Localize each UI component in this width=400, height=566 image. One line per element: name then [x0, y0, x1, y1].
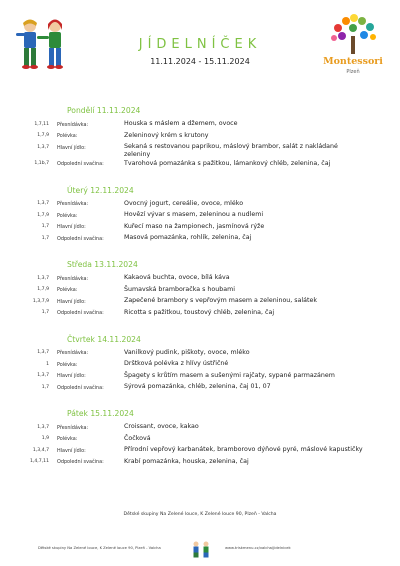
- meal-row: [0, 383, 400, 393]
- allergen-codes: 1,3,7,9: [32, 298, 49, 304]
- children-icon: [190, 540, 212, 558]
- meal-label: Přesnídávka:: [57, 275, 89, 282]
- meal-description: Kakaová buchta, ovoce, bílá káva: [124, 274, 230, 282]
- meal-description: Kuřecí maso na žampionech, jasmínová rýže: [124, 222, 265, 230]
- meal-description: Špagety s krůtím masem a sušenými rajčaty, sypané parmazánem: [124, 371, 335, 379]
- meal-description: Šumavská bramboračka s houbami: [124, 285, 235, 293]
- allergen-codes: 1,3,7: [37, 201, 49, 207]
- allergen-codes: 1,3,7: [37, 275, 49, 281]
- meal-description: Vanilkový pudink, piškoty, ovoce, mléko: [124, 348, 250, 356]
- meal-description: Croissant, ovoce, kakao: [124, 423, 199, 431]
- meal-label: Hlavní jídlo:: [57, 447, 86, 454]
- meal-label: Přesnídávka:: [57, 121, 89, 128]
- allergen-codes: 1,7: [41, 384, 49, 390]
- meal-row: [0, 286, 400, 296]
- allergen-codes: 1,7: [41, 310, 49, 316]
- meal-row: [0, 234, 400, 244]
- day-section: [0, 186, 400, 245]
- meal-label: Hlavní jídlo:: [57, 144, 86, 151]
- meal-row: [0, 223, 400, 233]
- allergen-codes: 1,7: [41, 224, 49, 230]
- meal-row: [0, 372, 400, 382]
- meal-label: Polévka:: [57, 287, 78, 294]
- allergen-codes: 1,9: [41, 436, 49, 442]
- meal-row: [0, 132, 400, 142]
- allergen-codes: 1,3,7: [37, 350, 49, 356]
- page-header: [0, 0, 400, 90]
- meal-description: Krabí pomazánka, houska, zelenina, čaj: [124, 457, 249, 465]
- meal-row: [0, 446, 400, 456]
- meal-description: Sýrová pomazánka, chléb, zelenina, čaj 01, 07: [124, 383, 271, 391]
- meal-label: Polévka:: [57, 212, 78, 219]
- allergen-codes: 1,3,4,7: [32, 447, 49, 453]
- allergen-codes: 1,7,11: [34, 121, 49, 127]
- bottom-bar: [0, 540, 400, 560]
- meal-description: Ricotta s pažitkou, toustový chléb, zelenina, čaj: [124, 308, 275, 316]
- meal-label: Přesnídávka:: [57, 350, 89, 357]
- day-section: [0, 335, 400, 394]
- meal-description: Zeleninový krém s krutony: [124, 131, 209, 139]
- meal-label: Polévka:: [57, 436, 78, 443]
- logo-city: Plzeň: [346, 69, 360, 75]
- menu-date-range: 11.11.2024 - 15.11.2024: [150, 57, 250, 66]
- meal-description: Masová pomazánka, rohlík, zelenina, čaj: [124, 234, 252, 242]
- meal-description: Přírodní vepřový karbanátek, bramborovo dýňové pyré, máslové kapustičky: [124, 446, 363, 454]
- menu-days: [0, 106, 400, 484]
- footer-address: Dětské skupiny Na Zelené louce, K Zelené louce 90, Plzeň - Valcha: [123, 512, 277, 517]
- meal-row: [0, 143, 400, 158]
- day-title: Pátek 15.11.2024: [67, 409, 134, 419]
- meal-label: Odpolední svačina:: [57, 459, 104, 466]
- meal-row: [0, 458, 400, 468]
- meal-row: [0, 435, 400, 445]
- meal-description: Zapečené brambory s vepřovým masem a zeleninou, salátek: [124, 297, 318, 305]
- bottom-address: Dětské skupiny Na Zelené louce, K Zelené louce 90, Plzeň - Valcha: [38, 546, 161, 550]
- montessori-logo: [318, 12, 388, 84]
- meal-label: Odpolední svačina:: [57, 310, 104, 317]
- allergen-codes: 1,3,7: [37, 144, 49, 150]
- meal-label: Odpolední svačina:: [57, 384, 104, 391]
- meal-label: Hlavní jídlo:: [57, 224, 86, 231]
- allergen-codes: 1: [46, 361, 49, 367]
- allergen-codes: 1,7,9: [37, 212, 49, 218]
- allergen-codes: 1,3,7: [37, 424, 49, 430]
- tree-icon: [318, 12, 388, 56]
- meal-row: [0, 120, 400, 130]
- meal-description: Houska s máslem a džemem, ovoce: [124, 120, 238, 127]
- meal-description: Drštková polévka z hlívy ústřičné: [124, 360, 229, 368]
- meal-label: Odpolední svačina:: [57, 235, 104, 242]
- day-title: Úterý 12.11.2024: [67, 185, 134, 195]
- logo-wordmark: Montessori: [323, 56, 383, 67]
- day-title: Pondělí 11.11.2024: [67, 106, 141, 115]
- day-section: [0, 106, 400, 170]
- allergen-codes: 1,3,7: [37, 373, 49, 379]
- meal-description: Sekaná s restovanou paprikou, máslový brambor, salát z nakládané zeleniny: [124, 143, 338, 158]
- meal-label: Polévka:: [57, 361, 78, 368]
- meal-label: Polévka:: [57, 133, 78, 140]
- meal-row: [0, 423, 400, 433]
- day-section: [0, 409, 400, 468]
- meal-label: Odpolední svačina:: [57, 161, 104, 168]
- meal-row: [0, 309, 400, 319]
- meal-label: Přesnídávka:: [57, 424, 89, 431]
- allergen-codes: 1,7: [41, 235, 49, 241]
- bottom-website: www.triskmenu.cz/valcha/jidelnicek: [225, 546, 291, 550]
- meal-row: [0, 211, 400, 221]
- meal-description: Tvarohová pomazánka s pažitkou, lámankový chléb, zelenina, čaj: [124, 159, 331, 167]
- meal-row: [0, 349, 400, 359]
- menu-title: JÍDELNÍČEK: [138, 37, 262, 52]
- meal-description: Hovězí vývar s masem, zeleninou a nudlemi: [124, 211, 264, 219]
- meal-row: [0, 200, 400, 210]
- meal-description: Čočková: [124, 434, 151, 442]
- allergen-codes: 1,4,7,11: [30, 459, 49, 465]
- day-section: [0, 260, 400, 319]
- meal-row: [0, 297, 400, 307]
- meal-row: [0, 360, 400, 370]
- allergen-codes: 1,7,9: [37, 133, 49, 139]
- allergen-codes: 1,1b,7: [34, 161, 49, 167]
- meal-row: [0, 160, 400, 170]
- meal-description: Ovocný jogurt, cereálie, ovoce, mléko: [124, 199, 244, 207]
- meal-label: Hlavní jídlo:: [57, 298, 86, 305]
- allergen-codes: 1,7,9: [37, 287, 49, 293]
- meal-row: [0, 274, 400, 284]
- day-title: Čtvrtek 14.11.2024: [67, 334, 141, 344]
- meal-label: Přesnídávka:: [57, 201, 89, 208]
- day-title: Středa 13.11.2024: [67, 260, 138, 270]
- meal-label: Hlavní jídlo:: [57, 373, 86, 380]
